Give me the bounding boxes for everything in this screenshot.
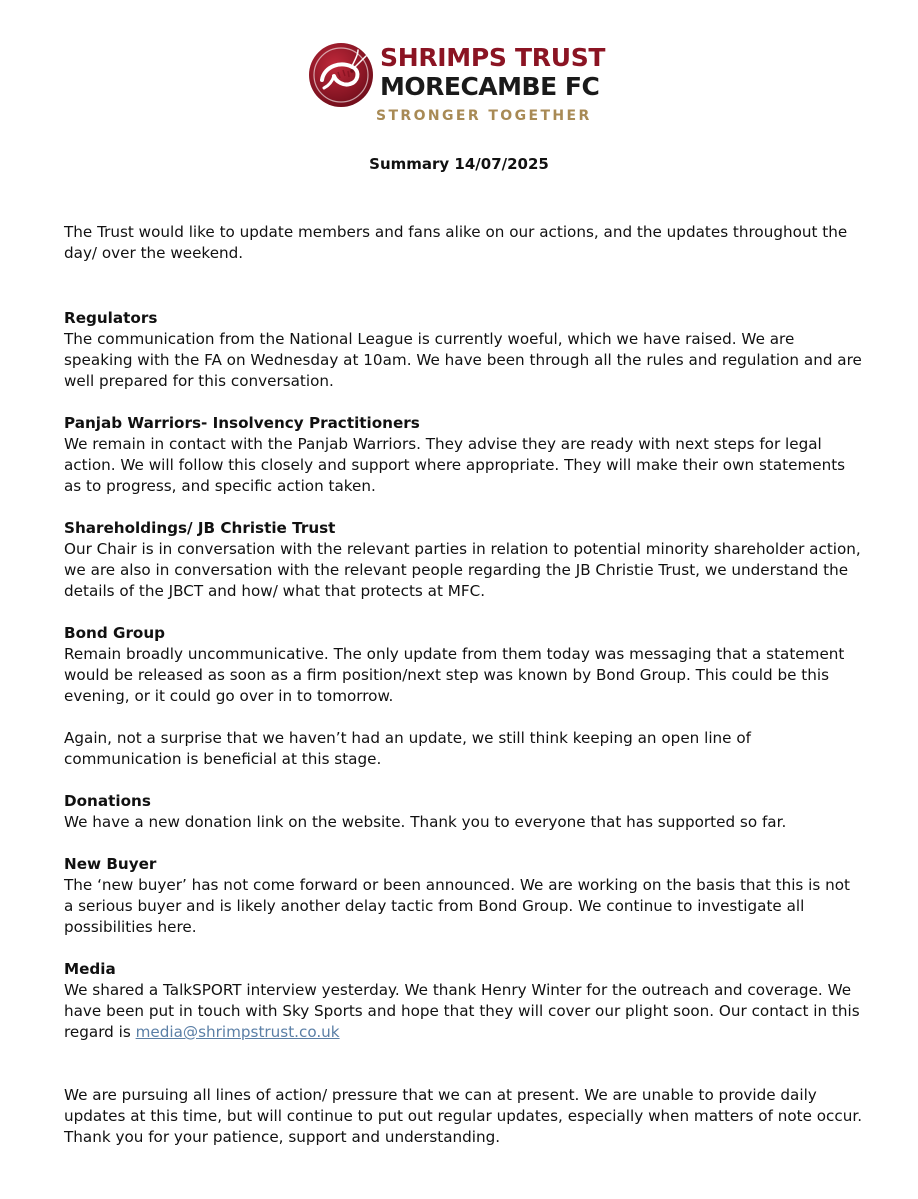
shareholdings-heading: Shareholdings/ JB Christie Trust [64,519,336,537]
shareholdings-paragraph: Our Chair is in conversation with the relevant parties in relation to potential minority shareholder action, we are also in conversation with the relevant people regarding the JB Christie Trust, we understand the details of the JBCT and how/ what that protects at MFC. [64,540,861,600]
donations-heading: Donations [64,792,151,810]
donations-paragraph: We have a new donation link on the website. Thank you to everyone that has supported so far. [64,813,787,831]
regulators-heading: Regulators [64,309,158,327]
bond-group-paragraph-2: Again, not a surprise that we haven’t had an update, we still think keeping an open line of communication is beneficial at this stage. [64,729,751,768]
regulators-paragraph: The communication from the National League is currently woeful, which we have raised. We are speaking with the FA on Wednesday at 10am. We have been through all the rules and regulation and are well prepared for this conversation. [64,330,862,390]
closing-paragraph: We are pursuing all lines of action/ pressure that we can at present. We are unable to provide daily updates at this time, but will continue to put out regular updates, especially when matters of note occur. Thank you for your patience, support and understanding. [64,1086,863,1146]
logo-tagline: STRONGER TOGETHER [376,108,592,124]
shrimp-logo-icon [308,42,374,108]
new-buyer-paragraph: The ‘new buyer’ has not come forward or been announced. We are working on the basis that this is not a serious buyer and is likely another delay tactic from Bond Group. We continue to investigate all possibilities here. [64,876,851,936]
trust-logo [308,42,608,128]
media-heading: Media [64,960,116,978]
logo-title-line1: SHRIMPS TRUST [380,43,606,72]
intro-paragraph: The Trust would like to update members and fans alike on our actions, and the updates throughout the day/ over the weekend. [64,223,848,262]
document-body [64,222,864,1148]
panjab-heading: Panjab Warriors- Insolvency Practitioners [64,414,420,432]
bond-group-paragraph: Remain broadly uncommunicative. The only update from them today was messaging that a statement would be released as soon as a firm position/next step was known by Bond Group. This could be this evening, or it could go over in to tomorrow. [64,645,845,705]
summary-title: Summary 14/07/2025 [369,155,549,173]
media-email-link[interactable]: media@shrimpstrust.co.uk [135,1023,340,1041]
new-buyer-heading: New Buyer [64,855,157,873]
logo-title-line2: MORECAMBE FC [380,72,600,101]
media-text: We shared a TalkSPORT interview yesterday. We thank Henry Winter for the outreach and coverage. We have been put in touch with Sky Sports and hope that they will cover our plight soon. Our contact in this regard is [64,981,860,1041]
panjab-paragraph: We remain in contact with the Panjab Warriors. They advise they are ready with next steps for legal action. We will follow this closely and support where appropriate. They will make their own statements as to progress, and specific action taken. [64,435,846,495]
media-paragraph [64,980,864,1043]
bond-group-heading: Bond Group [64,624,166,642]
